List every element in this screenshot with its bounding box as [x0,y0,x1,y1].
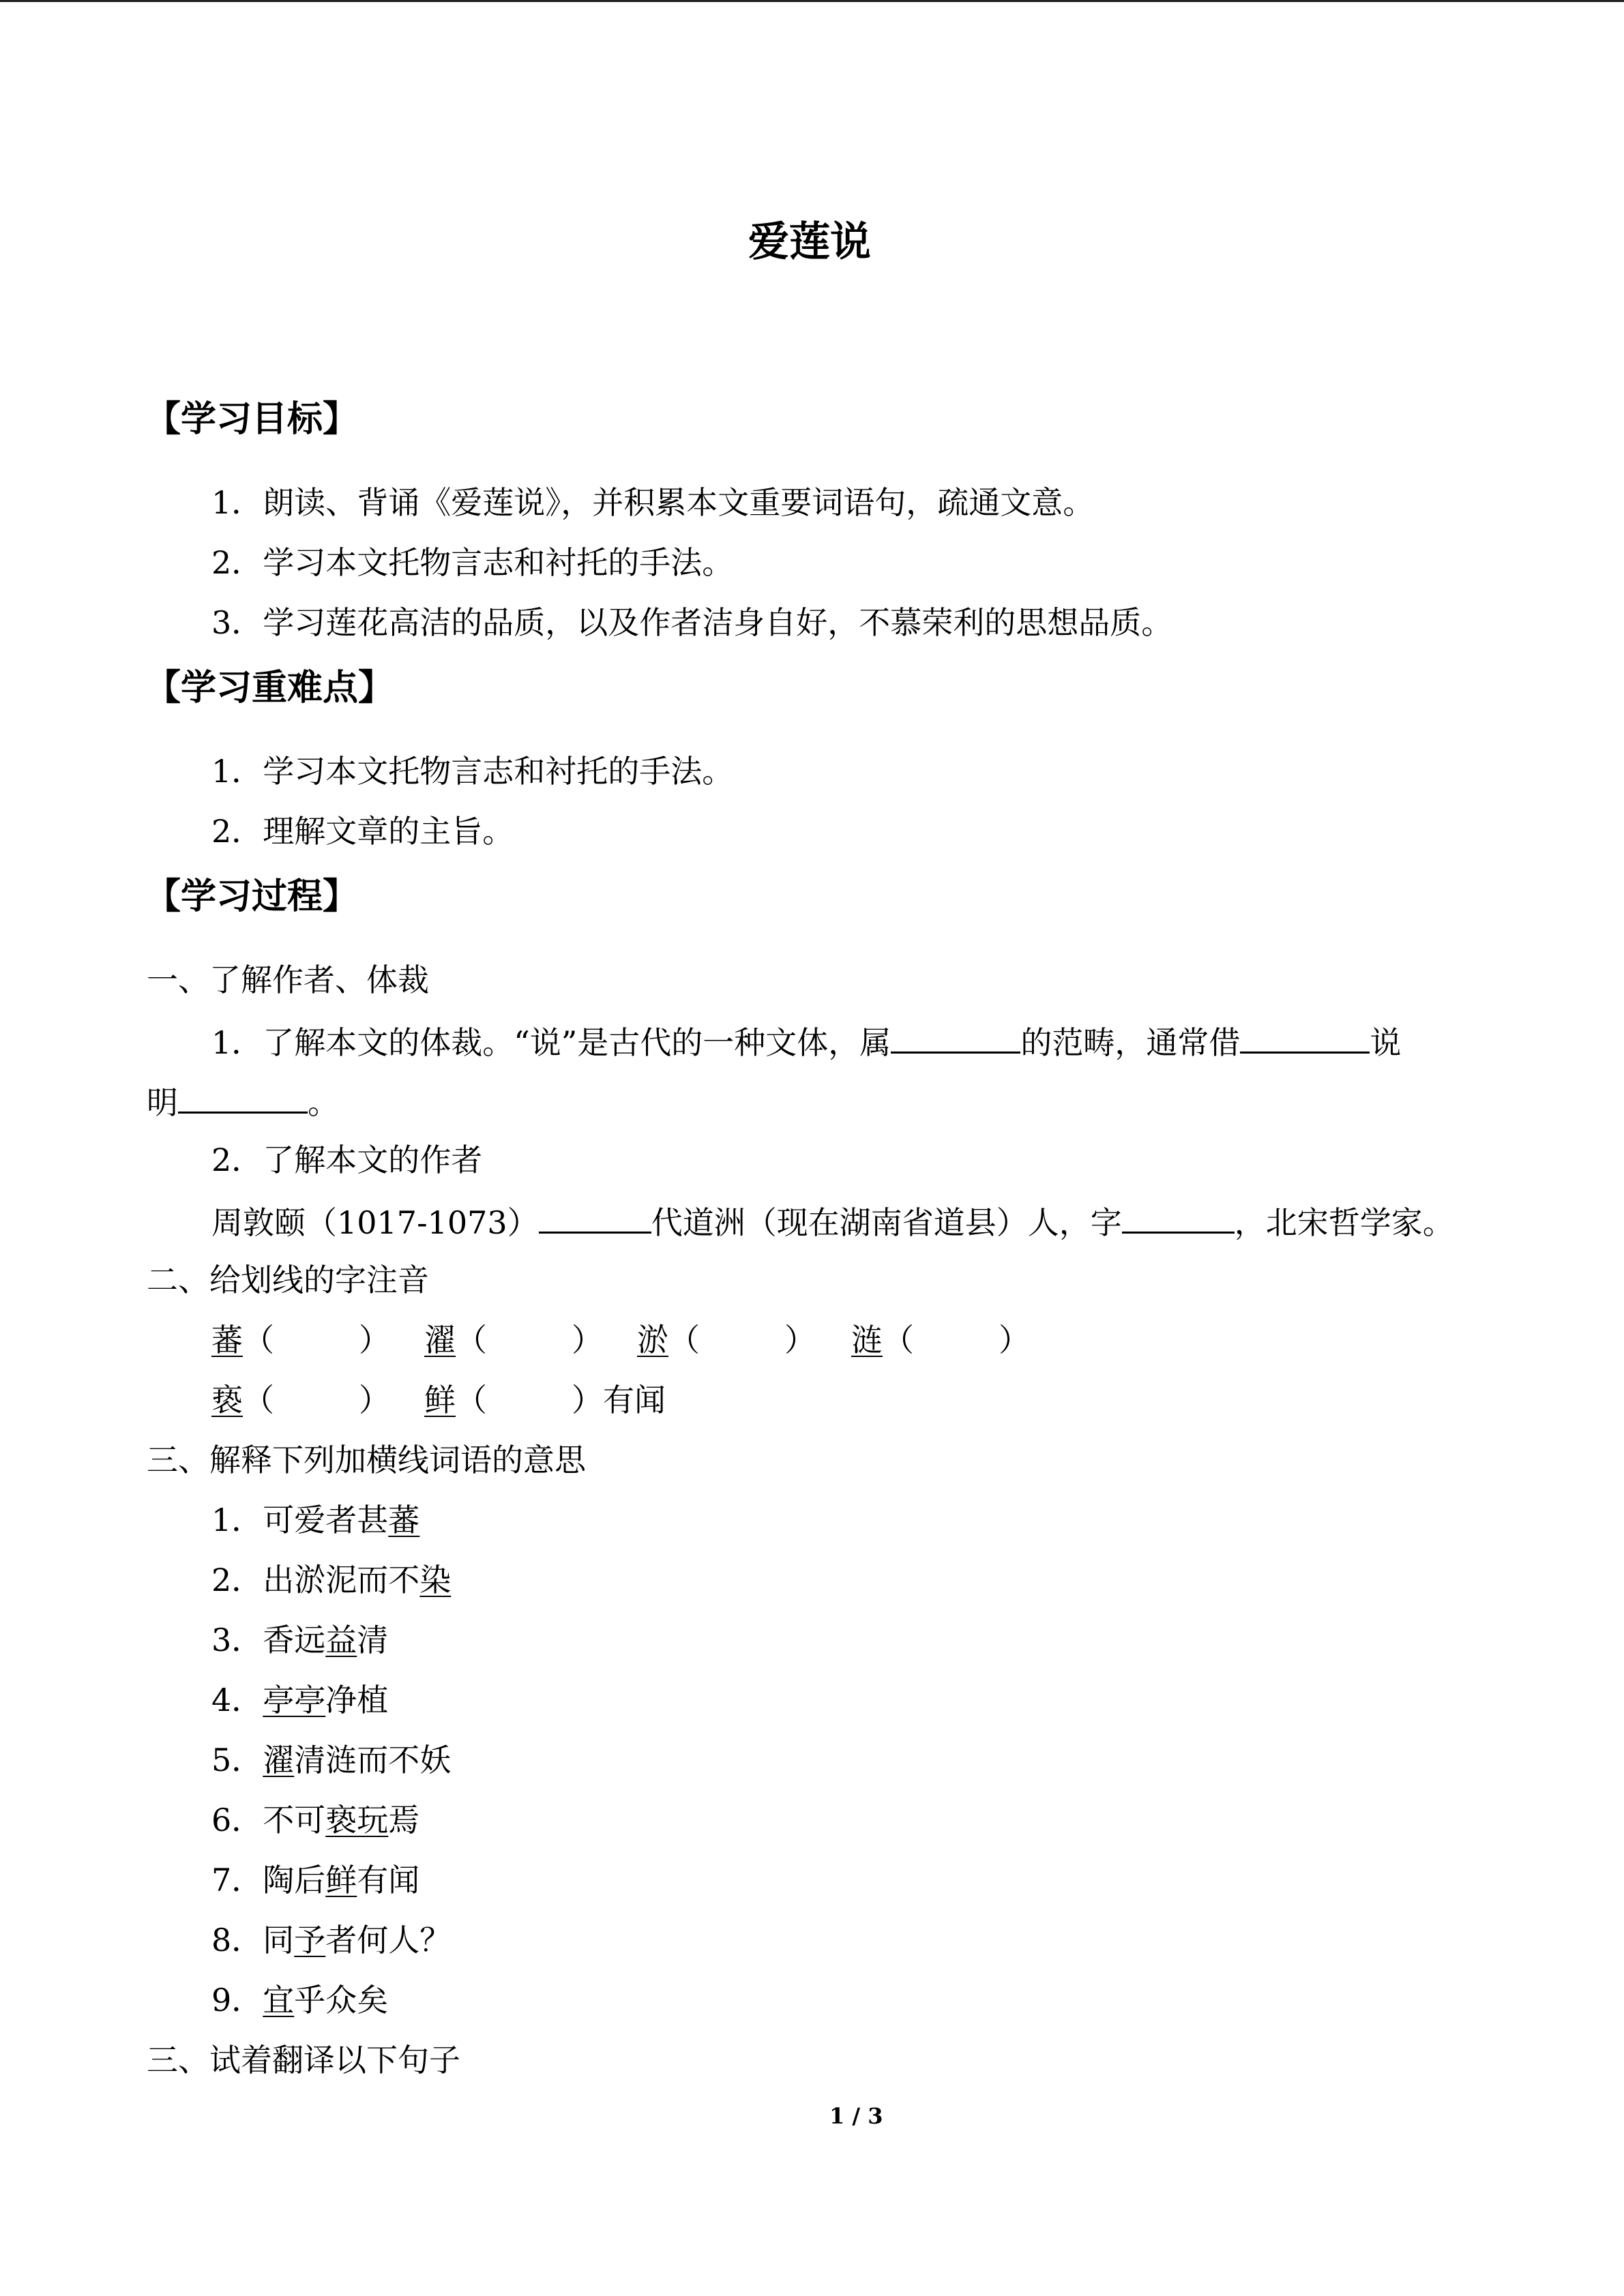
vocab-pre: 可爱者甚 [263,1502,389,1538]
paren-open: （ [243,1322,274,1358]
q1-text-b: 的范畴，通常借 [1020,1024,1241,1061]
part1-q1-line2 [147,1084,339,1121]
part1-q2-line [211,1204,1454,1241]
q2-text-c: ，北宋哲学家。 [1234,1204,1454,1241]
vocab-underlined: 予 [294,1922,326,1958]
q1-text-d: 明 [147,1084,178,1121]
pinyin-item-2 [424,1324,603,1356]
vocab-num: 3． [211,1622,263,1658]
vocab-post: 焉 [388,1802,420,1838]
fill-blank-means[interactable] [1240,1024,1370,1054]
vocab-post: 乎众矣 [294,1982,389,2018]
process-heading: 【学习过程】 [145,876,359,917]
paren-close: ） [999,1322,1030,1358]
q1-text-e: 。 [308,1084,339,1121]
vocab-post: 清涟而不妖 [294,1742,452,1778]
vocab-item [211,1864,419,1896]
vocab-num: 7． [211,1862,263,1898]
vocab-underlined: 益 [325,1622,357,1658]
q2-text-b: 代道洲（现在湖南省道县）人，字 [651,1204,1122,1241]
goal-item-3: 3．学习莲花高洁的品质，以及作者洁身自好，不慕荣利的思想品质。 [211,604,1173,641]
vocab-pre: 同 [263,1922,295,1958]
paren-open: （ [668,1322,700,1358]
vocab-underlined: 濯 [263,1742,295,1778]
pinyin-item-3 [637,1324,816,1356]
vocab-num: 6． [211,1802,263,1838]
vocab-post: 者何人？ [325,1922,452,1958]
page-top-border [0,0,1624,2]
vocab-num: 2． [211,1562,263,1598]
paren-close: ） [572,1322,603,1358]
paren-close: ） [359,1382,390,1418]
vocab-item [211,1804,419,1836]
pinyin-char: 亵 [211,1382,243,1418]
vocab-pre: 陶后 [263,1862,326,1898]
vocab-underlined: 宜 [263,1982,295,2018]
fill-blank-dynasty[interactable] [539,1204,651,1234]
paren-close: ） [572,1382,603,1418]
part1-q2-title: 2．了解本文的作者 [211,1142,483,1178]
fill-blank-explain[interactable] [178,1084,308,1114]
fill-blank-genre[interactable] [891,1024,1020,1054]
vocab-underlined: 鲜 [325,1862,357,1898]
pinyin-char: 鲜 [424,1382,456,1418]
goal-item-2: 2．学习本文托物言志和衬托的手法。 [211,544,734,581]
vocab-item [211,1504,419,1536]
vocab-underlined: 亭亭 [263,1682,326,1718]
keypoints-heading: 【学习重难点】 [145,667,394,709]
paren-open: （ [456,1322,487,1358]
vocab-underlined: 染 [419,1562,452,1598]
pinyin-char: 濯 [424,1322,456,1358]
goal-item-1: 1．朗读、背诵《爱莲说》，并积累本文重要词语句，疏通文意。 [211,484,1095,521]
vocab-post: 有闻 [357,1862,420,1898]
paren-close: ） [359,1322,390,1358]
pinyin-char: 涟 [851,1322,883,1358]
part2-title: 二、给划线的字注音 [147,1262,429,1298]
vocab-item [211,1924,451,1956]
vocab-item [211,1744,451,1776]
part1-q1-line1 [211,1024,1402,1061]
pinyin-tail: 有闻 [603,1382,666,1418]
document-title: 爱莲说 [748,218,871,266]
vocab-post: 清 [357,1622,389,1658]
vocab-underlined: 亵玩 [325,1802,389,1838]
paren-close: ） [784,1322,816,1358]
pinyin-char: 蕃 [211,1322,243,1358]
vocab-num: 8． [211,1922,263,1958]
part3-title: 三、解释下列加横线词语的意思 [147,1442,586,1478]
vocab-num: 4． [211,1682,263,1718]
vocab-item [211,1984,388,2016]
vocab-item [211,1684,388,1716]
pinyin-item-1 [211,1324,390,1356]
pinyin-item-6 [424,1384,666,1416]
page-number: 1 / 3 [829,2103,883,2129]
vocab-num: 9． [211,1982,263,2018]
keypoint-item-2: 2．理解文章的主旨。 [211,813,514,850]
pinyin-item-4 [851,1324,1030,1356]
vocab-pre: 香远 [263,1622,326,1658]
paren-open: （ [243,1382,274,1418]
goals-heading: 【学习目标】 [145,398,359,440]
paren-open: （ [883,1322,914,1358]
part1-title: 一、了解作者、体裁 [147,961,429,998]
part4-title: 三、试着翻译以下句子 [147,2042,460,2078]
paren-open: （ [456,1382,487,1418]
vocab-pre: 出淤泥而不 [263,1562,420,1598]
q2-text-a: 周敦颐（1017-1073） [211,1204,539,1241]
vocab-pre: 不可 [263,1802,326,1838]
q1-text-c: 说 [1370,1024,1402,1061]
vocab-num: 1． [211,1502,263,1538]
fill-blank-courtesy-name[interactable] [1122,1204,1235,1234]
keypoint-item-1: 1．学习本文托物言志和衬托的手法。 [211,753,734,790]
vocab-post: 净植 [325,1682,389,1718]
pinyin-char: 淤 [637,1322,668,1358]
vocab-item [211,1624,388,1656]
vocab-item [211,1564,451,1596]
pinyin-item-5 [211,1384,390,1416]
vocab-underlined: 蕃 [388,1502,420,1538]
vocab-num: 5． [211,1742,263,1778]
q1-text-a: 1．了解本文的体裁。“说”是古代的一种文体，属 [211,1024,891,1061]
